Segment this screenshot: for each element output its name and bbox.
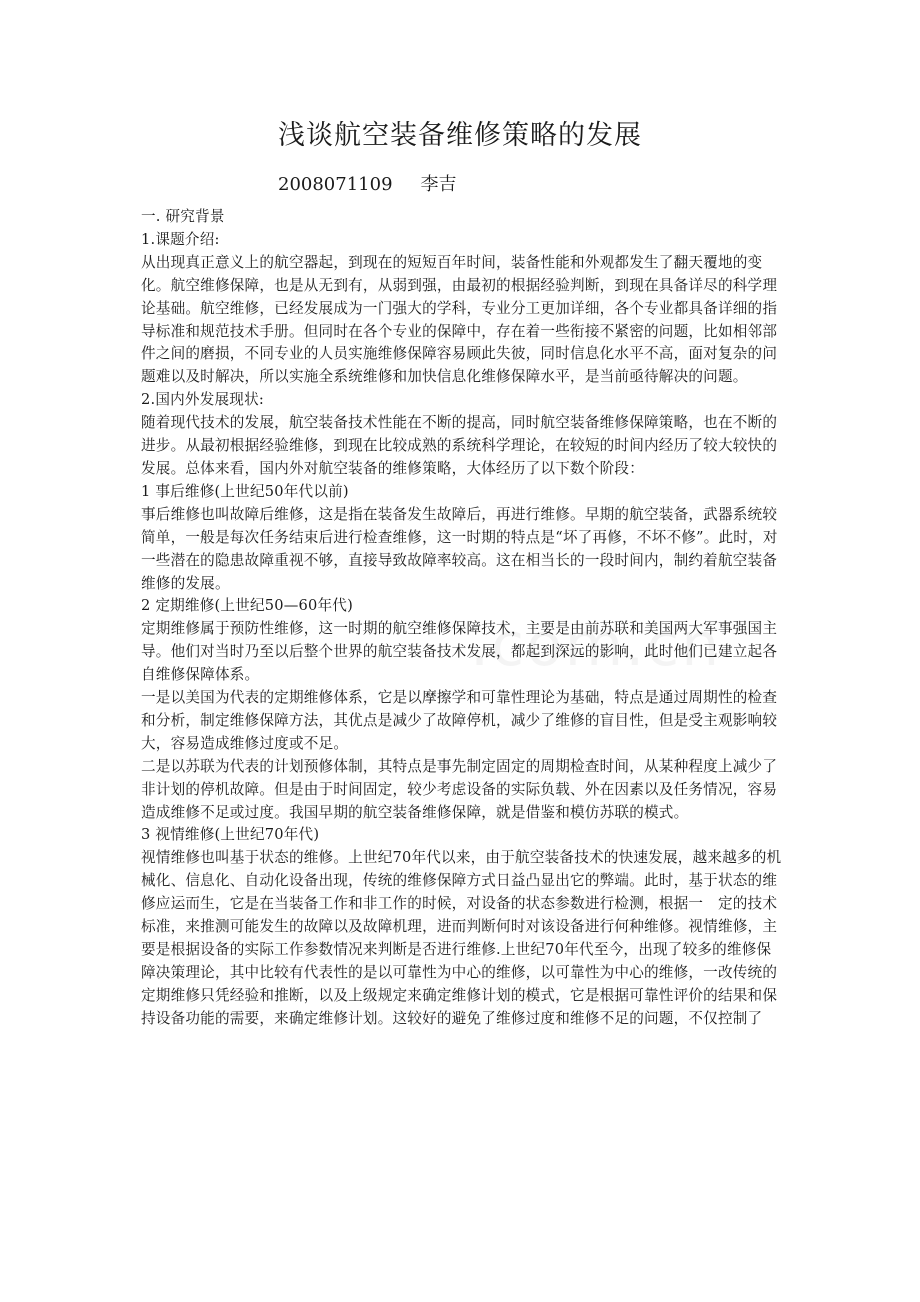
stage-heading: 3 视情维修(上世纪70年代) — [141, 826, 320, 844]
paragraph: 定期维修属于预防性维修，这一时期的航空维修保障技术，主要是由前苏联和美国两大军事强国主导。他们对当时乃至以后整个世界的航空装备技术发展，都起到深远的影响，此时他们已建立起各自维修保障体系。 — [141, 620, 778, 684]
paragraph: 视情维修也叫基于状态的维修。上世纪70年代以来，由于航空装备技术的快速发展，越来越多的机械化、信息化、自动化设备出现，传统的维修保障方式日益凸显出它的弊端。此时，基于状态的维修应运而生，它是在当装备工作和非工作的时候，对设备的状态参数进行检测，根据一 定的技术标准，来推测可能发生的故障以及故障机理，进而判断何时对该设备进行何种维修。视情维修，主要是根据设备的实际工作参数情况来判断是否进行维修.上世纪70年代至今，出现了较多的维修保障决策理论，其中比较有代表性的是以可靠性为中心的维修，以可靠性为中心的维修，一改传统的定期维修只凭经验和推断，以及上级规定来确定维修计划的模式，它是根据可靠性评价的结果和保持设备功能的需要，来确定维修计划。这较好的避免了维修过度和维修不足的问题，不仅控制了 — [141, 849, 782, 1027]
document-title: 浅谈航空装备维修策略的发展 — [278, 120, 642, 151]
section-heading: 一. 研究背景 — [141, 208, 225, 225]
subsection-heading: 1.课题介绍: — [141, 230, 220, 248]
subsection-heading: 2.国内外发展现状: — [141, 391, 264, 409]
author-name: 李吉 — [420, 174, 457, 195]
paragraph: 事后维修也叫故障后维修，这是指在装备发生故障后，再进行维修。早期的航空装备，武器系统较简单，一般是每次任务结束后进行检查维修，这一时期的特点是“坏了再修，不坏不修”。此时，对一些潜在的隐患故障重视不够，直接导致故障率较高。这在相当长的一段时间内，制约着航空装备维修的发展。 — [141, 505, 778, 592]
student-id: 2008071109 — [278, 174, 393, 195]
stage-heading: 2 定期维修(上世纪50—60年代) — [141, 597, 353, 615]
paragraph: 从出现真正意义上的航空器起，到现在的短短百年时间，装备性能和外观都发生了翻天覆地的变化。航空维修保障，也是从无到有，从弱到强，由最初的根据经验判断，到现在具备详尽的科学理论基础。航空维修，已经发展成为一门强大的学科，专业分工更加详细，各个专业都具备详细的指导标准和规范技术手册。但同时在各个专业的保障中，存在着一些衔接不紧密的问题，比如相邻部件之间的磨损，不同专业的人员实施维修保障容易顾此失彼，同时信息化水平不高，面对复杂的问题难以及时解决，所以实施全系统维修和加快信息化维修保障水平，是当前亟待解决的问题。 — [141, 253, 778, 386]
paragraph: 二是以苏联为代表的计划预修体制，其特点是事先制定固定的周期检查时间，从某种程度上减少了非计划的停机故障。但是由于时间固定，较少考虑设备的实际负载、外在因素以及任务情况，容易造成维修不足或过度。我国早期的航空装备维修保障，就是借鉴和模仿苏联的模式。 — [141, 757, 778, 821]
watermark — [470, 610, 721, 680]
paragraph: 一是以美国为代表的定期维修体系，它是以摩擦学和可靠性理论为基础，特点是通过周期性的检查和分析，制定维修保障方法，其优点是减少了故障停机，减少了维修的盲目性，但是受主观影响较大，容易造成维修过度或不足。 — [141, 689, 778, 752]
stage-heading: 1 事后维修(上世纪50年代以前) — [141, 482, 349, 500]
byline — [278, 171, 457, 199]
paragraph: 随着现代技术的发展，航空装备技术性能在不断的提高，同时航空装备维修保障策略，也在不断的进步。从最初根据经验维修，到现在比较成熟的系统科学理论，在较短的时间内经历了较大较快的发展。总体来看，国内外对航空装备的维修策略，大体经历了以下数个阶段： — [141, 414, 778, 477]
